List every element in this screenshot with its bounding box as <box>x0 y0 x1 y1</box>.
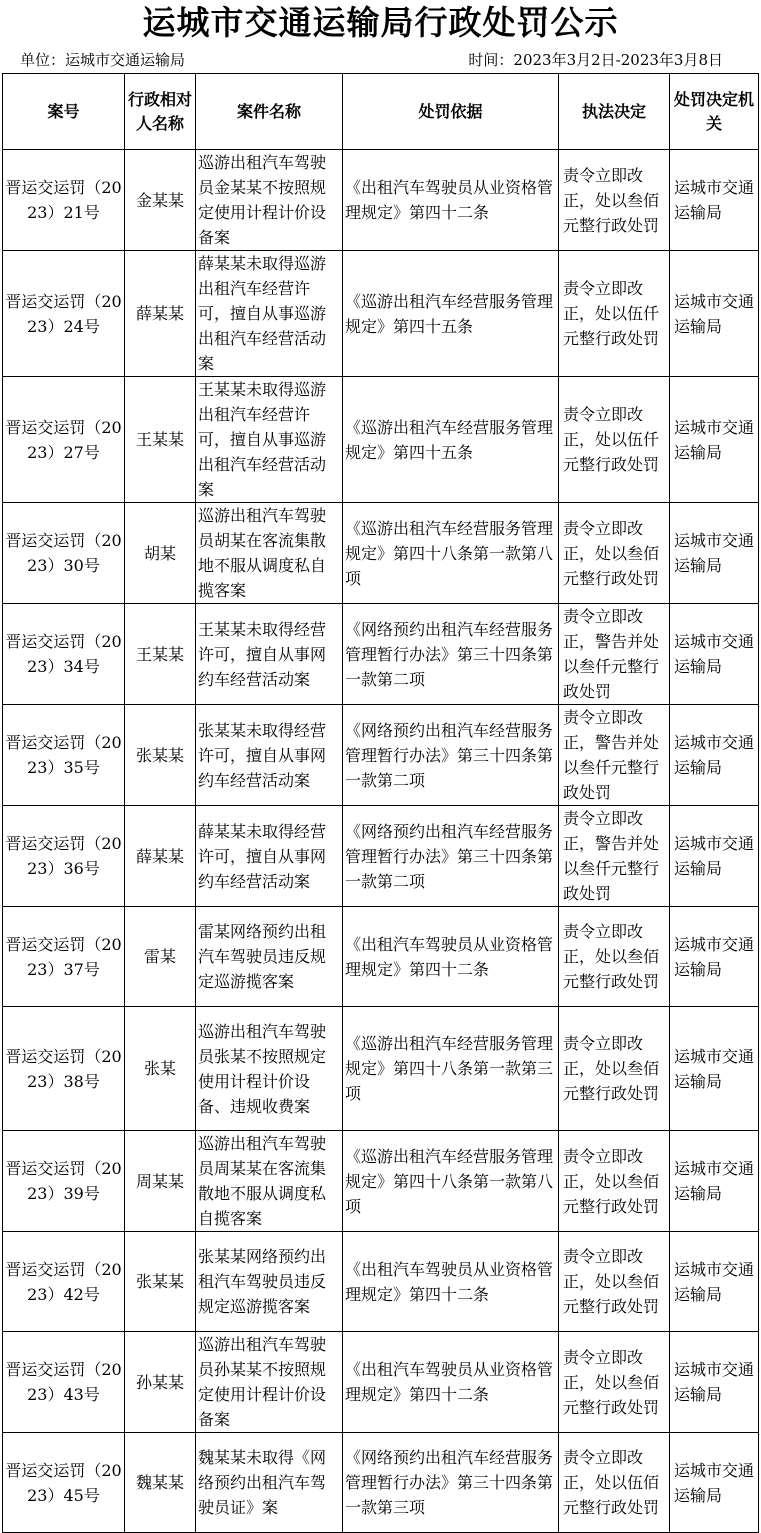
cell-party: 薛某某 <box>125 806 196 907</box>
cell-decision: 责令立即改正，警告并处以叁仟元整行政处罚 <box>559 705 670 806</box>
cell-case-name: 王某某未取得巡游出租汽车经营许可，擅自从事巡游出租汽车经营活动案 <box>196 377 343 503</box>
cell-org: 运城市交通运输局 <box>670 604 759 705</box>
header-party: 行政相对人名称 <box>125 74 196 150</box>
page-title: 运城市交通运输局行政处罚公示 <box>142 3 619 42</box>
cell-org: 运城市交通运输局 <box>670 1433 759 1533</box>
time-line <box>468 49 723 71</box>
cell-org: 运城市交通运输局 <box>670 1332 759 1433</box>
table-header-row <box>3 74 759 150</box>
cell-case-name: 巡游出租汽车驾驶员孙某某不按照规定使用计程计价设备案 <box>196 1332 343 1433</box>
cell-org: 运城市交通运输局 <box>670 907 759 1007</box>
header-case-name: 案件名称 <box>196 74 343 150</box>
cell-basis: 《出租汽车驾驶员从业资格管理规定》第四十二条 <box>343 1232 559 1332</box>
cell-basis: 《网络预约出租汽车经营服务管理暂行办法》第三十四条第一款第二项 <box>343 604 559 705</box>
table-row <box>3 1433 759 1533</box>
cell-case-name: 巡游出租汽车驾驶员周某某在客流集散地不服从调度私自揽客案 <box>196 1131 343 1232</box>
cell-case-name: 雷某网络预约出租汽车驾驶员违反规定巡游揽客案 <box>196 907 343 1007</box>
cell-case-name: 巡游出租汽车驾驶员胡某在客流集散地不服从调度私自揽客案 <box>196 503 343 604</box>
cell-basis: 《巡游出租汽车经营服务管理规定》第四十五条 <box>343 377 559 503</box>
header-org: 处罚决定机关 <box>670 74 759 150</box>
penalty-table <box>2 73 759 1533</box>
cell-party: 张某 <box>125 1007 196 1131</box>
unit-label: 单位： <box>20 51 66 69</box>
cell-party: 魏某某 <box>125 1433 196 1533</box>
cell-case-no: 晋运交运罚（2023）37号 <box>3 907 125 1007</box>
cell-case-no: 晋运交运罚（2023）30号 <box>3 503 125 604</box>
cell-basis: 《出租汽车驾驶员从业资格管理规定》第四十二条 <box>343 1332 559 1433</box>
cell-decision: 责令立即改正，处以叁佰元整行政处罚 <box>559 907 670 1007</box>
unit-line <box>20 49 185 71</box>
cell-basis: 《巡游出租汽车经营服务管理规定》第四十五条 <box>343 251 559 377</box>
cell-case-no: 晋运交运罚（2023）39号 <box>3 1131 125 1232</box>
cell-org: 运城市交通运输局 <box>670 150 759 251</box>
cell-decision: 责令立即改正，处以伍仟元整行政处罚 <box>559 377 670 503</box>
unit-value: 运城市交通运输局 <box>65 51 186 69</box>
cell-case-name: 王某某未取得经营许可，擅自从事网约车经营活动案 <box>196 604 343 705</box>
cell-decision: 责令立即改正，处以叁佰元整行政处罚 <box>559 1332 670 1433</box>
cell-org: 运城市交通运输局 <box>670 1232 759 1332</box>
cell-case-name: 魏某某未取得《网络预约出租汽车驾驶员证》案 <box>196 1433 343 1533</box>
cell-party: 王某某 <box>125 604 196 705</box>
cell-basis: 《网络预约出租汽车经营服务管理暂行办法》第三十四条第一款第三项 <box>343 1433 559 1533</box>
table-row <box>3 150 759 251</box>
cell-party: 胡某 <box>125 503 196 604</box>
cell-org: 运城市交通运输局 <box>670 503 759 604</box>
table-row <box>3 1007 759 1131</box>
cell-case-name: 张某某未取得经营许可，擅自从事网约车经营活动案 <box>196 705 343 806</box>
cell-case-name: 巡游出租汽车驾驶员张某不按照规定使用计程计价设备、违规收费案 <box>196 1007 343 1131</box>
cell-case-name: 张某某网络预约出租汽车驾驶员违反规定巡游揽客案 <box>196 1232 343 1332</box>
header-basis: 处罚依据 <box>343 74 559 150</box>
cell-org: 运城市交通运输局 <box>670 705 759 806</box>
cell-basis: 《出租汽车驾驶员从业资格管理规定》第四十二条 <box>343 907 559 1007</box>
cell-org: 运城市交通运输局 <box>670 1007 759 1131</box>
cell-case-name: 薛某某未取得经营许可，擅自从事网约车经营活动案 <box>196 806 343 907</box>
cell-case-no: 晋运交运罚（2023）38号 <box>3 1007 125 1131</box>
table-row <box>3 503 759 604</box>
table-row <box>3 806 759 907</box>
cell-org: 运城市交通运输局 <box>670 1131 759 1232</box>
cell-case-no: 晋运交运罚（2023）42号 <box>3 1232 125 1332</box>
cell-party: 王某某 <box>125 377 196 503</box>
cell-decision: 责令立即改正，警告并处以叁仟元整行政处罚 <box>559 806 670 907</box>
table-row <box>3 377 759 503</box>
cell-case-no: 晋运交运罚（2023）36号 <box>3 806 125 907</box>
cell-org: 运城市交通运输局 <box>670 251 759 377</box>
cell-case-no: 晋运交运罚（2023）45号 <box>3 1433 125 1533</box>
cell-party: 周某某 <box>125 1131 196 1232</box>
cell-decision: 责令立即改正，处以伍仟元整行政处罚 <box>559 251 670 377</box>
cell-decision: 责令立即改正，处以叁佰元整行政处罚 <box>559 1232 670 1332</box>
cell-case-no: 晋运交运罚（2023）24号 <box>3 251 125 377</box>
cell-basis: 《巡游出租汽车经营服务管理规定》第四十八条第一款第三项 <box>343 1007 559 1131</box>
cell-case-no: 晋运交运罚（2023）43号 <box>3 1332 125 1433</box>
cell-basis: 《网络预约出租汽车经营服务管理暂行办法》第三十四条第一款第二项 <box>343 806 559 907</box>
table-row <box>3 604 759 705</box>
cell-decision: 责令立即改正，处以叁佰元整行政处罚 <box>559 1131 670 1232</box>
table-row <box>3 251 759 377</box>
cell-party: 孙某某 <box>125 1332 196 1433</box>
cell-party: 薛某某 <box>125 251 196 377</box>
cell-case-no: 晋运交运罚（2023）34号 <box>3 604 125 705</box>
cell-party: 张某某 <box>125 705 196 806</box>
header-decision: 执法决定 <box>559 74 670 150</box>
cell-basis: 《出租汽车驾驶员从业资格管理规定》第四十二条 <box>343 150 559 251</box>
cell-org: 运城市交通运输局 <box>670 806 759 907</box>
table-row <box>3 1131 759 1232</box>
cell-case-no: 晋运交运罚（2023）35号 <box>3 705 125 806</box>
cell-decision: 责令立即改正，警告并处以叁仟元整行政处罚 <box>559 604 670 705</box>
cell-case-name: 薛某某未取得巡游出租汽车经营许可，擅自从事巡游出租汽车经营活动案 <box>196 251 343 377</box>
cell-decision: 责令立即改正，处以叁佰元整行政处罚 <box>559 1007 670 1131</box>
cell-basis: 《巡游出租汽车经营服务管理规定》第四十八条第一款第八项 <box>343 1131 559 1232</box>
cell-case-name: 巡游出租汽车驾驶员金某某不按照规定使用计程计价设备案 <box>196 150 343 251</box>
cell-case-no: 晋运交运罚（2023）21号 <box>3 150 125 251</box>
cell-decision: 责令立即改正，处以伍佰元整行政处罚 <box>559 1433 670 1533</box>
header-case-no: 案号 <box>3 74 125 150</box>
cell-party: 张某某 <box>125 1232 196 1332</box>
cell-basis: 《巡游出租汽车经营服务管理规定》第四十八条第一款第八项 <box>343 503 559 604</box>
cell-party: 金某某 <box>125 150 196 251</box>
time-value: 2023年3月2日-2023年3月8日 <box>513 51 723 69</box>
table-row <box>3 705 759 806</box>
time-label: 时间： <box>468 51 514 69</box>
cell-case-no: 晋运交运罚（2023）27号 <box>3 377 125 503</box>
cell-org: 运城市交通运输局 <box>670 377 759 503</box>
table-row <box>3 1332 759 1433</box>
cell-decision: 责令立即改正，处以叁佰元整行政处罚 <box>559 150 670 251</box>
cell-decision: 责令立即改正，处以叁佰元整行政处罚 <box>559 503 670 604</box>
table-row <box>3 907 759 1007</box>
table-row <box>3 1232 759 1332</box>
cell-party: 雷某 <box>125 907 196 1007</box>
cell-basis: 《网络预约出租汽车经营服务管理暂行办法》第三十四条第一款第二项 <box>343 705 559 806</box>
